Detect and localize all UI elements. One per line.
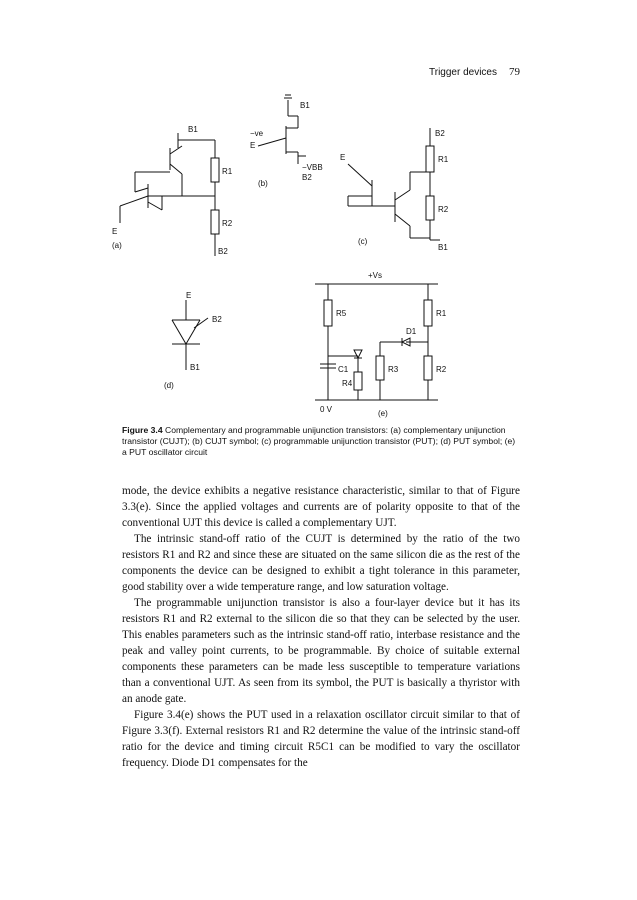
label-e-D1: D1 (406, 327, 417, 336)
label-e-R3: R3 (388, 365, 399, 374)
label-b-tag: (b) (258, 179, 268, 188)
label-c-tag: (c) (358, 237, 368, 246)
label-e-R1: R1 (436, 309, 447, 318)
label-e-R2: R2 (436, 365, 447, 374)
label-b-VBB: −VBB (302, 163, 323, 172)
label-e-R4: R4 (342, 379, 353, 388)
label-e-Vs: +Vs (368, 271, 383, 280)
circuit-b (258, 95, 306, 164)
page-number: 79 (509, 66, 520, 78)
label-e-R5: R5 (336, 309, 347, 318)
label-a-tag: (a) (112, 241, 122, 250)
paragraph-2: The intrinsic stand-off ratio of the CUJT is determined by the ratio of the two resistors R1 and R2 and since these are situated on the same silicon die as the rest of the components the device can be designed to exhibit a tight tolerance in this parameter, good stability over a wide temperature range, and low saturation voltage. (122, 533, 520, 593)
label-a-B2: B2 (218, 247, 228, 256)
label-b-B2: B2 (302, 173, 312, 182)
label-a-E: E (112, 227, 118, 236)
label-a-R2: R2 (222, 219, 233, 228)
paragraph-1: mode, the device exhibits a negative resistance characteristic, similar to that of Figure 3.3(e). Since the applied voltages and currents are of polarity opposite to that of the conventional UJT this device is called a complementary UJT. (122, 485, 520, 529)
label-d-B2: B2 (212, 315, 222, 324)
body-text (122, 483, 520, 771)
label-c-B1: B1 (438, 243, 448, 252)
running-title: Trigger devices (429, 67, 497, 78)
figure-3-4-circuits (110, 88, 530, 418)
label-c-E: E (340, 153, 346, 162)
label-e-tag: (e) (378, 409, 388, 418)
circuit-a (120, 133, 219, 256)
paragraph-4: Figure 3.4(e) shows the PUT used in a relaxation oscillator circuit similar to that of Figure 3.3(f). External resistors R1 and R2 determine the value of the intrinsic stand-off ratio for the device and timing circuit R5C1 can be modified to vary the oscillator frequency. Diode D1 compensates for the (122, 709, 520, 769)
caption-text: Complementary and programmable unijunction transistors: (a) complementary unijunction transistor (CUJT); (b) CUJT symbol; (c) programmable unijunction transistor (PUT); (d) PUT symbol; (e) a PUT oscillator circuit (122, 425, 516, 457)
label-c-R2: R2 (438, 205, 449, 214)
label-b-B1: B1 (300, 101, 310, 110)
label-c-B2: B2 (435, 129, 445, 138)
label-d-tag: (d) (164, 381, 174, 390)
label-d-E: E (186, 291, 192, 300)
caption-label: Figure 3.4 (122, 425, 163, 435)
label-b-ve: −ve (250, 129, 264, 138)
label-c-R1: R1 (438, 155, 449, 164)
label-a-R1: R1 (222, 167, 233, 176)
label-d-B1: B1 (190, 363, 200, 372)
circuit-c (348, 128, 440, 240)
circuit-d (172, 300, 208, 370)
label-e-C1: C1 (338, 365, 349, 374)
label-b-E: E (250, 141, 256, 150)
paragraph-3: The programmable unijunction transistor is also a four-layer device but it has its resistors R1 and R2 external to the silicon die so that they can be selected by the user. This enables parameters such as the intrinsic stand-off ratio, interbase resistance and the peak and valley point currents, to be programmable. By choice of suitable external components these parameters can be made less susceptible to temperature variations than a conventional UJT. As seen from its symbol, the PUT is basically a thyristor with an anode gate. (122, 597, 520, 705)
label-a-B1: B1 (188, 125, 198, 134)
label-e-0V: 0 V (320, 405, 333, 414)
running-header (400, 66, 520, 82)
circuit-e (315, 284, 438, 400)
figure-caption (122, 425, 520, 458)
